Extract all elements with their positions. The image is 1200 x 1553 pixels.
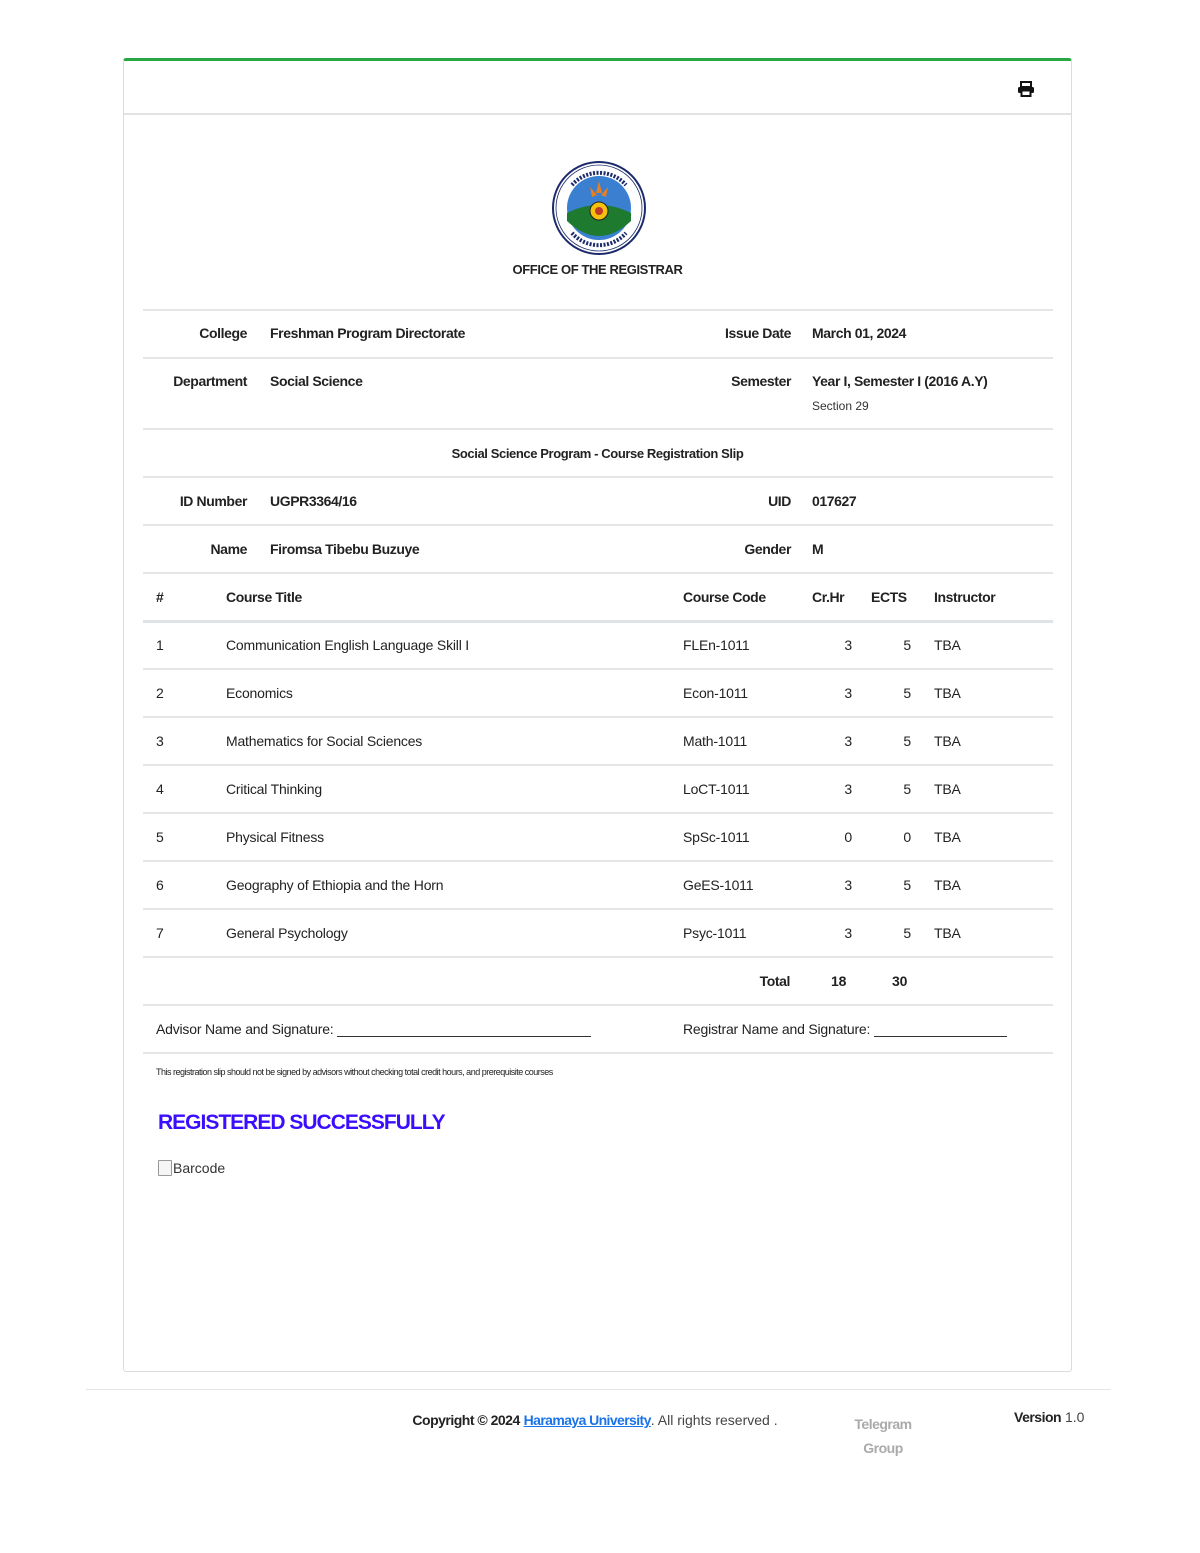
course-ects-cell: 5	[903, 781, 911, 797]
gender-value: M	[812, 541, 824, 557]
university-seal-logo	[552, 161, 646, 255]
version-info	[1014, 1409, 1084, 1425]
total-label: Total	[759, 973, 790, 989]
course-crhr-cell: 3	[844, 733, 852, 749]
total-crhr: 18	[831, 973, 847, 989]
issue-date-value: March 01, 2024	[812, 325, 907, 341]
course-code-cell: SpSc-1011	[683, 829, 750, 845]
footer-divider	[86, 1389, 1111, 1390]
advisor-signature	[156, 1021, 591, 1037]
uid-value: 017627	[812, 493, 857, 509]
course-code-cell: Econ-1011	[683, 685, 748, 701]
course-title-cell: Economics	[226, 685, 293, 701]
course-title-cell: Geography of Ethiopia and the Horn	[226, 877, 444, 893]
footer-copyright	[410, 1409, 780, 1432]
course-title-cell: Mathematics for Social Sciences	[226, 733, 423, 749]
course-no-cell: 2	[156, 685, 164, 701]
course-instructor-cell: TBA	[934, 925, 961, 941]
course-crhr-cell: 3	[844, 925, 852, 941]
col-header-code: Course Code	[683, 589, 766, 605]
course-code-cell: GeES-1011	[683, 877, 754, 893]
course-crhr-cell: 3	[844, 877, 852, 893]
college-label: College	[199, 325, 247, 341]
registration-note: This registration slip should not be signed by advisors without checking total credit hours, and prerequisite courses	[156, 1067, 553, 1077]
course-no-cell: 1	[156, 637, 164, 653]
course-title-cell: Physical Fitness	[226, 829, 324, 845]
row-divider	[143, 668, 1053, 670]
barcode-image	[158, 1160, 225, 1176]
course-code-cell: Math-1011	[683, 733, 748, 749]
course-crhr-cell: 3	[844, 781, 852, 797]
office-title: OFFICE OF THE REGISTRAR	[512, 262, 683, 277]
course-ects-cell: 5	[903, 733, 911, 749]
telegram-group-link[interactable]: Telegram Group	[854, 1416, 912, 1456]
advisor-signature-line	[337, 1022, 591, 1037]
registrar-signature-label: Registrar Name and Signature:	[683, 1021, 871, 1037]
course-instructor-cell: TBA	[934, 733, 961, 749]
college-value: Freshman Program Directorate	[270, 325, 465, 341]
course-instructor-cell: TBA	[934, 829, 961, 845]
col-header-no: #	[156, 589, 164, 605]
course-no-cell: 7	[156, 925, 164, 941]
total-ects: 30	[892, 973, 908, 989]
course-instructor-cell: TBA	[934, 637, 961, 653]
course-title-cell: General Psychology	[226, 925, 348, 941]
course-crhr-cell: 3	[844, 637, 852, 653]
course-instructor-cell: TBA	[934, 877, 961, 893]
course-crhr-cell: 3	[844, 685, 852, 701]
course-code-cell: FLEn-1011	[683, 637, 750, 653]
course-ects-cell: 0	[903, 829, 911, 845]
section-value: Section 29	[812, 399, 869, 413]
rights-text: . All rights reserved .	[650, 1412, 778, 1428]
department-label: Department	[173, 373, 247, 389]
course-no-cell: 4	[156, 781, 164, 797]
registrar-signature-line	[874, 1022, 1007, 1037]
course-code-cell: LoCT-1011	[683, 781, 750, 797]
university-link[interactable]: Haramaya University	[523, 1412, 651, 1428]
course-crhr-cell: 0	[844, 829, 852, 845]
version-value: 1.0	[1064, 1409, 1085, 1425]
course-ects-cell: 5	[903, 637, 911, 653]
course-no-cell: 5	[156, 829, 164, 845]
name-value: Firomsa Tibebu Buzuye	[270, 541, 420, 557]
row-divider	[143, 860, 1053, 862]
course-ects-cell: 5	[903, 685, 911, 701]
row-divider	[143, 956, 1053, 958]
course-ects-cell: 5	[903, 925, 911, 941]
name-label: Name	[210, 541, 247, 557]
id-number-label: ID Number	[179, 493, 247, 509]
version-label: Version	[1014, 1409, 1062, 1425]
row-divider	[143, 716, 1053, 718]
course-instructor-cell: TBA	[934, 685, 961, 701]
col-header-title: Course Title	[226, 589, 302, 605]
registration-slip-card	[123, 58, 1072, 1372]
course-code-cell: Psyc-1011	[683, 925, 747, 941]
department-value: Social Science	[270, 373, 363, 389]
gender-label: Gender	[744, 541, 791, 557]
advisor-signature-label: Advisor Name and Signature:	[156, 1021, 334, 1037]
semester-label: Semester	[731, 373, 791, 389]
registrar-signature	[683, 1021, 1007, 1037]
course-ects-cell: 5	[903, 877, 911, 893]
col-header-crhr: Cr.Hr	[812, 589, 845, 605]
course-title-cell: Communication English Language Skill I	[226, 637, 469, 653]
row-divider	[143, 764, 1053, 766]
uid-label: UID	[768, 493, 791, 509]
row-divider	[143, 812, 1053, 814]
id-number-value: UGPR3364/16	[270, 493, 357, 509]
course-no-cell: 3	[156, 733, 164, 749]
col-header-instructor: Instructor	[934, 589, 996, 605]
course-instructor-cell: TBA	[934, 781, 961, 797]
col-header-ects: ECTS	[871, 589, 907, 605]
registration-status: REGISTERED SUCCESSFULLY	[158, 1111, 445, 1134]
printer-icon[interactable]	[1017, 81, 1035, 97]
broken-image-icon	[158, 1160, 172, 1176]
barcode-alt-text: Barcode	[173, 1160, 226, 1176]
row-divider	[143, 908, 1053, 910]
issue-date-label: Issue Date	[724, 325, 791, 341]
copyright-prefix: Copyright © 2024	[412, 1412, 520, 1428]
card-header	[124, 61, 1071, 115]
course-title-cell: Critical Thinking	[226, 781, 322, 797]
course-no-cell: 6	[156, 877, 164, 893]
slip-title: Social Science Program - Course Registration Slip	[451, 446, 744, 461]
semester-value: Year I, Semester I (2016 A.Y)	[812, 373, 988, 389]
